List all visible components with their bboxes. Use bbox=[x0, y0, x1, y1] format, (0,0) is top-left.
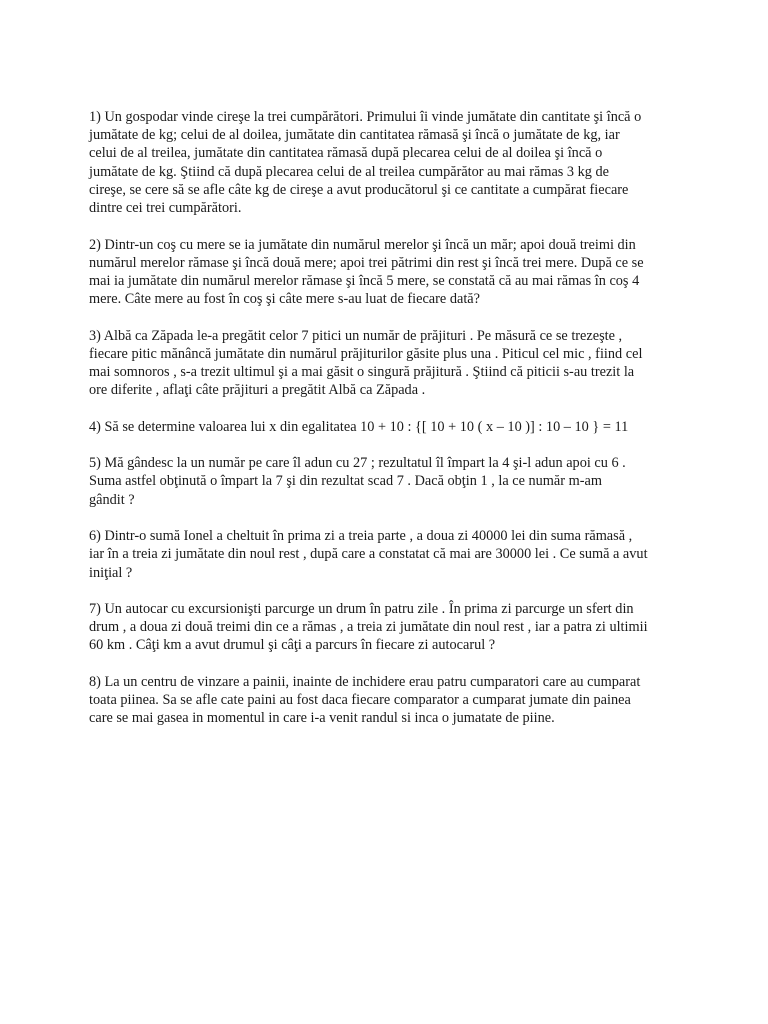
problem-8 bbox=[89, 673, 681, 728]
text-line: toata piinea. Sa se afle cate paini au fost daca fiecare comparator a cumparat jumate din painea bbox=[89, 692, 631, 709]
problem-2 bbox=[89, 236, 681, 309]
problem-5 bbox=[89, 454, 681, 509]
text-line: iar în a treia zi jumătate din noul rest , după care a constatat că mai are 30000 lei . Ce sumă a avut bbox=[89, 546, 648, 563]
text-line: 7) Un autocar cu excursionişti parcurge un drum în patru zile . În prima zi parcurge un sfert din bbox=[89, 601, 634, 618]
document-page bbox=[89, 108, 681, 746]
text-line: gândit ? bbox=[89, 491, 135, 508]
text-line: 4) Să se determine valoarea lui x din egalitatea 10 + 10 : {[ 10 + 10 ( x – 10 )] : 10 – 10 } = 11 bbox=[89, 418, 629, 435]
text-line: 6) Dintr-o sumă Ionel a cheltuit în prima zi a treia parte , a doua zi 40000 lei din suma rămasă , bbox=[89, 528, 633, 545]
text-line: jumătate de kg; celui de al doilea, jumătate din cantitatea rămasă şi încă o jumătate de kg, iar bbox=[89, 127, 620, 144]
text-line: fiecare pitic mănâncă jumătate din numărul prăjiturilor găsite plus una . Piticul cel mic , fiind cel bbox=[89, 345, 643, 362]
text-line: iniţial ? bbox=[89, 564, 133, 581]
text-line: numărul merelor rămase şi încă două mere; apoi trei pătrimi din rest şi încă trei mere. După ce se bbox=[89, 254, 644, 271]
text-line: 3) Albă ca Zăpada le-a pregătit celor 7 pitici un număr de prăjituri . Pe măsură ce se trezeşte , bbox=[89, 327, 623, 344]
text-line: care se mai gasea in momentul in care i-a venit randul si inca o jumatate de piine. bbox=[89, 710, 555, 727]
text-line: 2) Dintr-un coş cu mere se ia jumătate din numărul merelor şi încă un măr; apoi două treimi din bbox=[89, 236, 636, 253]
text-line: 1) Un gospodar vinde cireşe la trei cumpărători. Primului îi vinde jumătate din cantitate şi încă o bbox=[89, 109, 642, 125]
problem-6 bbox=[89, 527, 681, 582]
text-line: mai ia jumătate din numărul merelor rămase şi încă 5 mere, se constată că au mai rămas în coş 4 bbox=[89, 272, 640, 289]
text-line: ore diferite , aflaţi câte prăjituri a pregătit Albă ca Zăpada . bbox=[89, 382, 426, 399]
text-line: mai somnoros , s-a trezit ultimul şi a mai găsit o singură prăjitură . Ştiind că piticii s-au trezit la bbox=[89, 364, 635, 381]
text-line: Suma astfel obţinută o împart la 7 şi din rezultat scad 7 . Dacă obţin 1 , la ce număr m-am bbox=[89, 473, 602, 490]
text-line: 8) La un centru de vinzare a painii, inainte de inchidere erau patru cumparatori care au cumparat bbox=[89, 673, 641, 690]
text-line: 5) Mă gândesc la un număr pe care îl adun cu 27 ; rezultatul îl împart la 4 şi-l adun apoi cu 6 . bbox=[89, 455, 626, 472]
problem-1 bbox=[89, 108, 681, 217]
text-line: jumătate de kg. Ştiind că după plecarea celui de al treilea cumpărător au mai rămas 3 kg de bbox=[89, 163, 610, 180]
problem-3 bbox=[89, 327, 681, 400]
text-line: cireşe, se cere să se afle câte kg de cireşe a avut producătorul şi ce cantitate a cumpărat fiecare bbox=[89, 181, 629, 198]
problem-4 bbox=[89, 418, 681, 436]
text-line: mere. Câte mere au fost în coş şi câte mere s-au luat de fiecare dată? bbox=[89, 291, 480, 308]
problem-7 bbox=[89, 600, 681, 655]
text-line: drum , a doua zi două treimi din ce a rămas , a treia zi jumătate din noul rest , iar a patra zi ultimii bbox=[89, 619, 648, 636]
text-line: 60 km . Câţi km a avut drumul şi câţi a parcurs în fiecare zi autocarul ? bbox=[89, 637, 496, 654]
text-line: celui de al treilea, jumătate din cantitatea rămasă după plecarea celui de al doilea şi încă o bbox=[89, 145, 603, 162]
text-line: dintre cei trei cumpărători. bbox=[89, 200, 242, 217]
